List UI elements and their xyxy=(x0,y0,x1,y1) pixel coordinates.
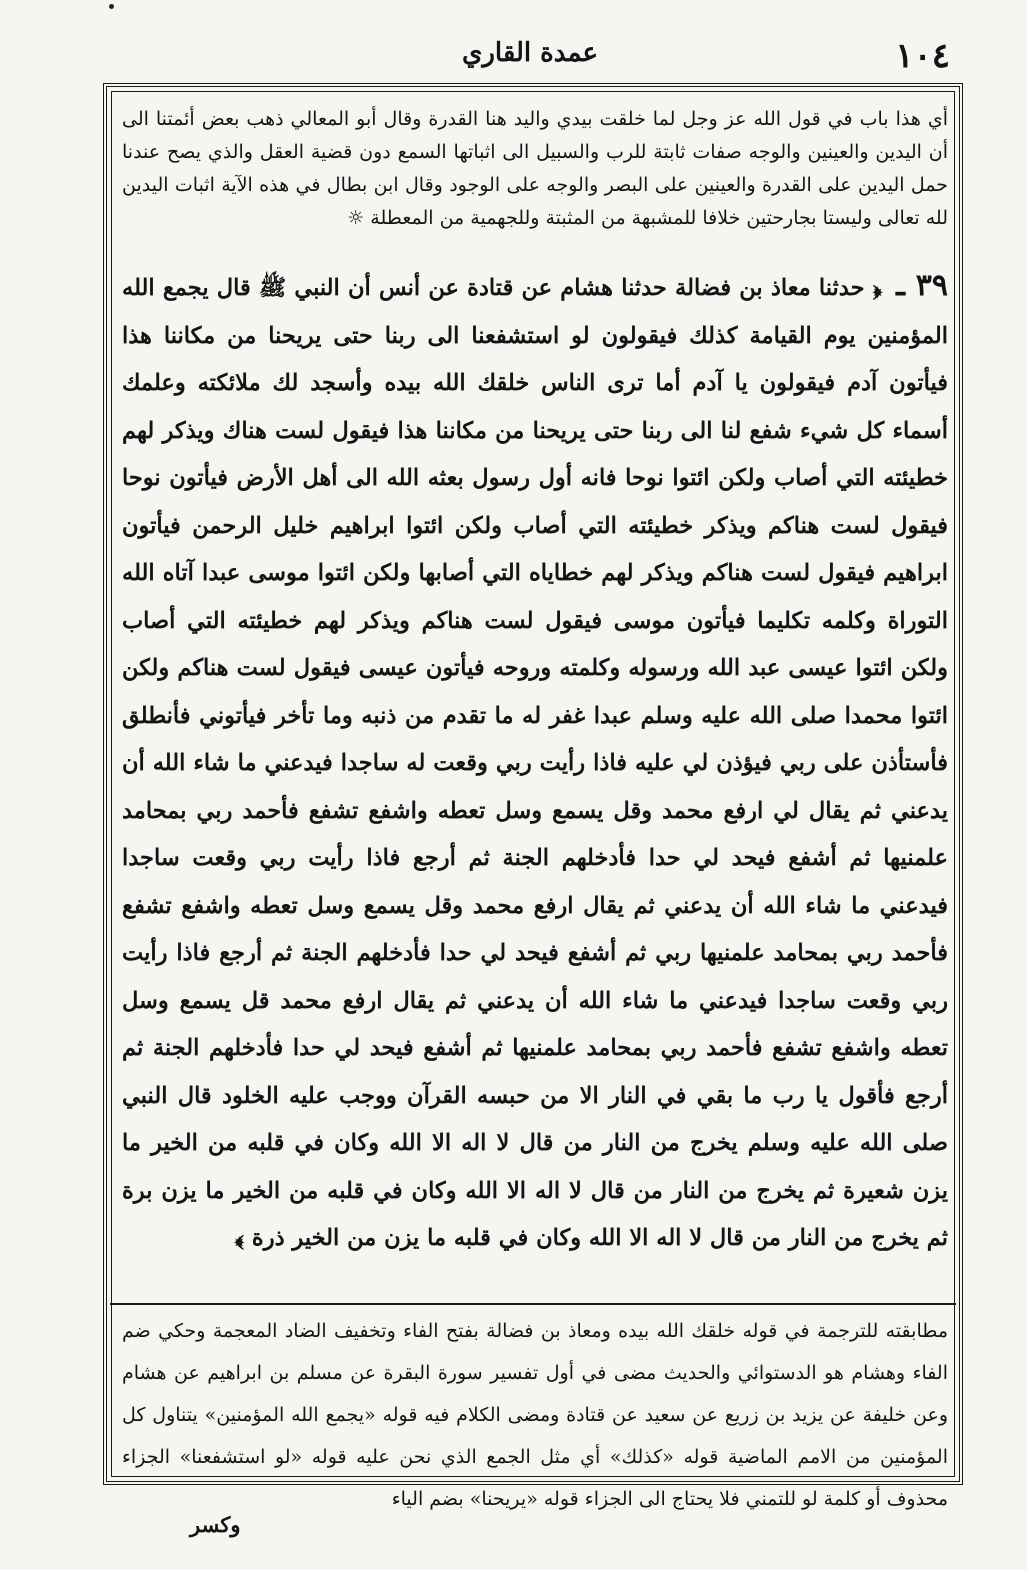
hadith-number: ٣٩ ـ xyxy=(896,268,948,303)
page-header xyxy=(100,30,960,80)
ink-dot xyxy=(109,4,114,9)
hadith-paragraph xyxy=(122,262,948,1263)
commentary-paragraph: مطابقته للترجمة في قوله خلقك الله بيده ومعاذ بن فضالة بفتح الفاء وتخفيف الضاد المعجمة وحكي ضم الفاء وهشام هو الدستوائي والحديث مضى في أول تفسير سورة البقرة عن مسلم بن ابراهيم عن هشام وعن خليفة عن يزيد بن زريع عن سعيد عن قتادة ومضى الكلام فيه قوله «يجمع الله المؤمنين» يتناول كل المؤمنين من الامم الماضية قوله «كذلك» أي مثل الجمع الذي نحن عليه قوله «لو استشفعنا» الجزاء محذوف أو كلمة لو للتمني فلا يحتاج الى الجزاء قوله «يريحنا» بضم الياء xyxy=(122,1320,948,1510)
running-title: عمدة القاري xyxy=(462,38,598,68)
page-number: ١٠٤ xyxy=(895,36,950,76)
section-divider xyxy=(110,1303,956,1305)
hadith-text: ﴿ حدثنا معاذ بن فضالة حدثنا هشام عن قتادة عن أنس أن النبي ﷺ قال يجمع الله المؤمنين يوم القيامة كذلك فيقولون لو استشفعنا الى ربنا حتى يريحنا من مكاننا هذا فيأتون آدم فيقولون يا آدم أما ترى الناس خلقك الله بيده وأسجد لك ملائكته وعلمك أسماء كل شيء شفع لنا الى ربنا حتى يريحنا من مكاننا هذا فيقول لست هناك ويذكر لهم خطيئته التي أصاب ولكن ائتوا نوحا فانه أول رسول بعثه الله الى أهل الأرض فيأتون نوحا فيقول لست هناكم ويذكر خطيئته التي أصاب ولكن ائتوا ابراهيم خليل الرحمن فيأتون ابراهيم فيقول لست هناكم ويذكر لهم خطاياه التي أصابها ولكن ائتوا موسى عبدا آتاه الله التوراة وكلمه تكليما فيأتون موسى فيقول لست هناكم ويذكر لهم خطيئته التي أصاب ولكن ائتوا عيسى عبد الله ورسوله وكلمته وروحه فيأتون عيسى فيقول لست هناكم ولكن ائتوا محمدا صلى الله عليه وسلم عبدا غفر له ما تقدم من ذنبه وما تأخر فيأتوني فأنطلق فأستأذن على ربي فيؤذن لي عليه فاذا رأيت ربي وقعت له ساجدا فيدعني ما شاء الله أن يدعني ثم يقال لي ارفع محمد وقل يسمع وسل تعطه واشفع تشفع فأحمد ربي بمحامد علمنيها ثم أشفع فيحد لي حدا فأدخلهم الجنة ثم أرجع فاذا رأيت ربي وقعت ساجدا فيدعني ما شاء الله أن يدعني ثم يقال ارفع محمد وقل يسمع وسل تعطه واشفع تشفع فأحمد ربي بمحامد علمنيها ربي ثم أشفع فيحد لي حدا فأدخلهم الجنة ثم أرجع فاذا رأيت ربي وقعت ساجدا فيدعني ما شاء الله أن يدعني ثم يقال ارفع محمد قل يسمع وسل تعطه واشفع تشفع فأحمد ربي بمحامد علمنيها ثم أشفع فيحد لي حدا فأدخلهم الجنة ثم أرجع فأقول يا رب ما بقي في النار الا من حبسه القرآن ووجب عليه الخلود قال النبي صلى الله عليه وسلم يخرج من النار من قال لا اله الا الله وكان في قلبه من الخير ما يزن شعيرة ثم يخرج من النار من قال لا اله الا الله وكان في قلبه من الخير ما يزن برة ثم يخرج من النار من قال لا اله الا الله وكان في قلبه ما يزن من الخير ذرة ﴾ xyxy=(122,275,948,1251)
intro-paragraph: أي هذا باب في قول الله عز وجل لما خلقت بيدي واليد هنا القدرة وقال أبو المعالي ذهب بعض أئمتنا الى أن اليدين والعينين والوجه صفات ثابتة للرب والسبيل الى اثباتها السمع دون قضية العقل والذي يصح عندنا حمل اليدين على القدرة والعينين على البصر والوجه على الوجود وقال ابن بطال في هذه الآية اثبات اليدين لله تعالى وليستا بجارحتين خلافا للمشبهة من المثبتة وللجهمية من المعطلة ☼ xyxy=(122,108,948,229)
catchword: وكسر xyxy=(190,1512,241,1537)
